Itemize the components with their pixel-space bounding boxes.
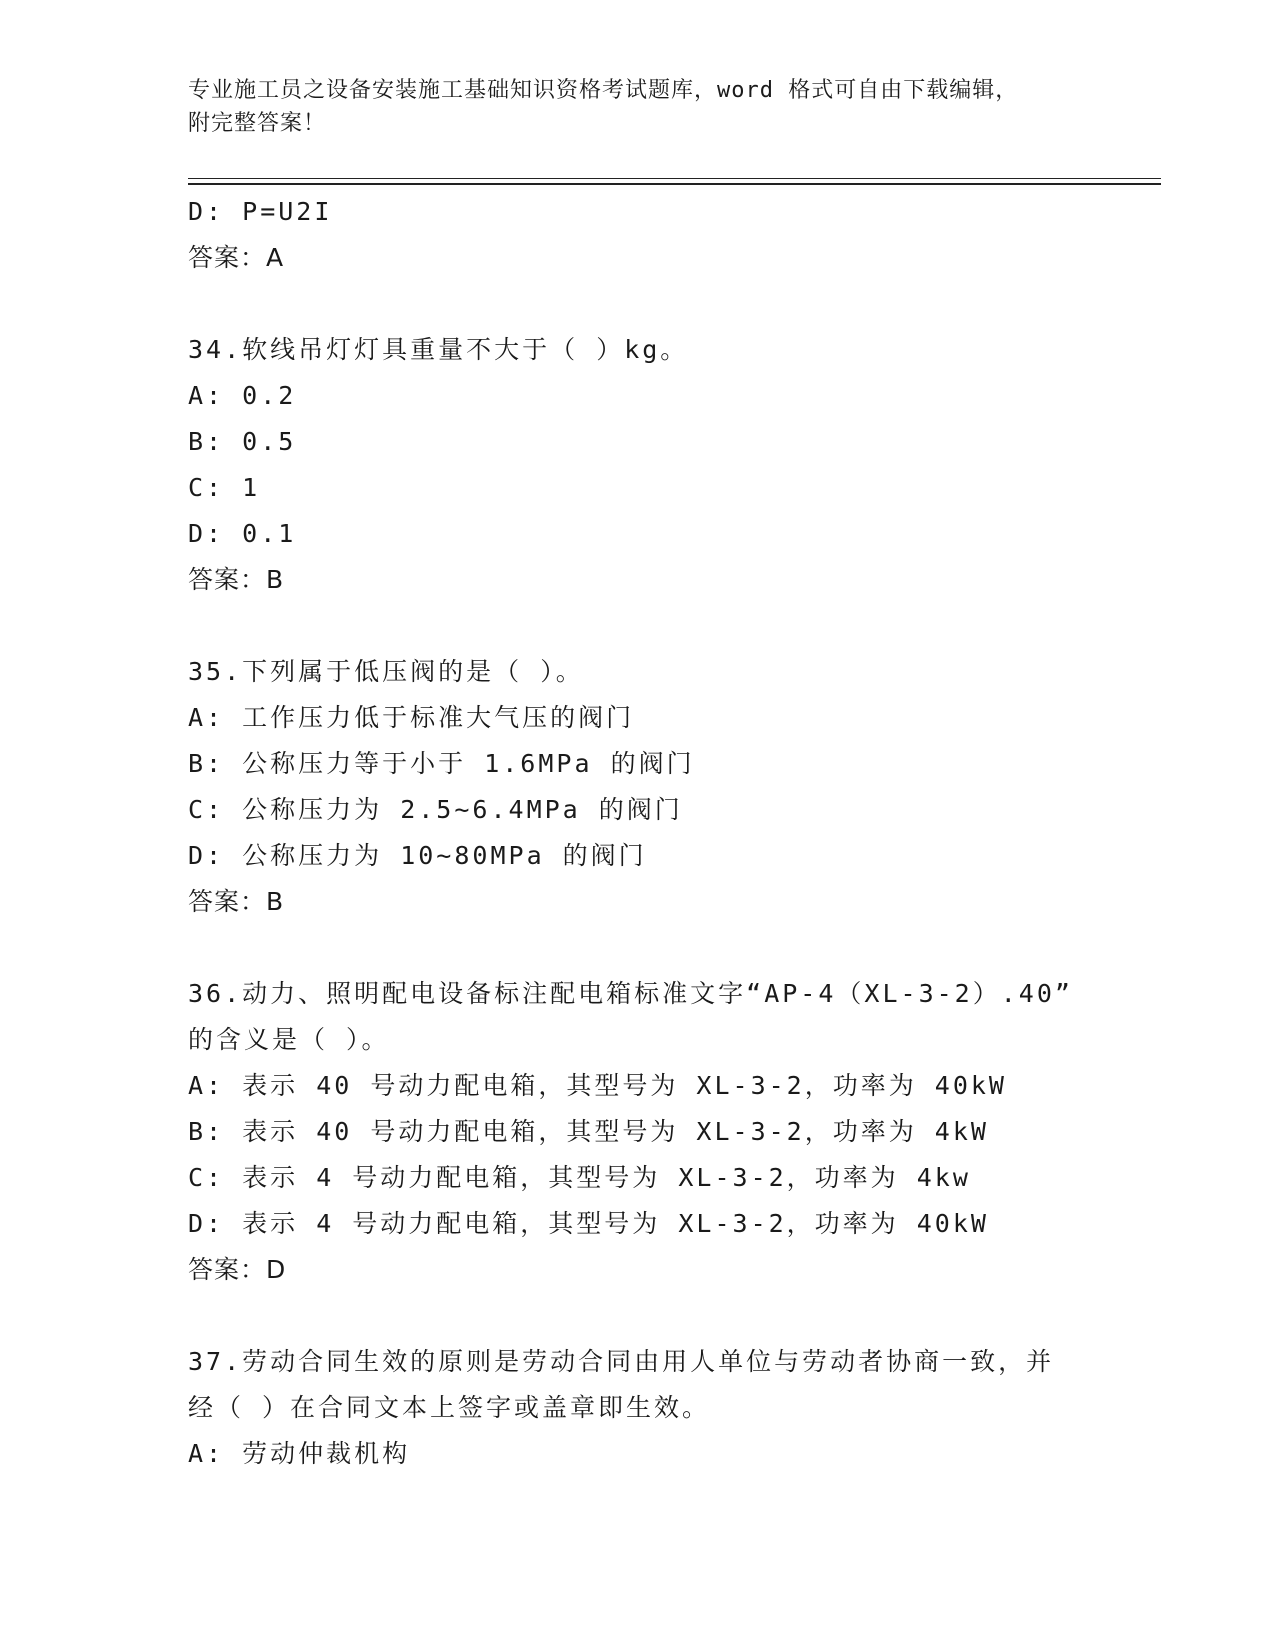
- option-b: B: 表示 40 号动力配电箱，其型号为 XL-3-2，功率为 4kW: [188, 1117, 989, 1146]
- option-c: C: 公称压力为 2.5~6.4MPa 的阀门: [188, 795, 683, 824]
- answer: 答案：B: [188, 565, 285, 594]
- question-stem-line-2: 的含义是（ ）。: [188, 1025, 390, 1054]
- answer: 答案：B: [188, 887, 285, 916]
- spacer: [188, 281, 1088, 327]
- spacer: [188, 925, 1088, 971]
- spacer: [188, 603, 1088, 649]
- question-35: [188, 649, 1088, 925]
- question-33-tail: [188, 189, 1088, 281]
- document-header: [188, 74, 1088, 140]
- option-c: C: 1: [188, 473, 261, 502]
- question-stem-line-1: 36.动力、照明配电设备标注配电箱标准文字“AP-4（XL-3-2）.40”: [188, 979, 1073, 1008]
- question-stem-line-1: 37.劳动合同生效的原则是劳动合同由用人单位与劳动者协商一致，并: [188, 1347, 1055, 1376]
- spacer: [188, 1293, 1088, 1339]
- option-b: B: 0.5: [188, 427, 297, 456]
- option-d: D: 表示 4 号动力配电箱，其型号为 XL-3-2，功率为 40kW: [188, 1209, 989, 1238]
- header-rule-thick: [188, 183, 1161, 185]
- option-d: D: 公称压力为 10~80MPa 的阀门: [188, 841, 647, 870]
- option-a: A: 劳动仲裁机构: [188, 1439, 411, 1468]
- option-a: A: 0.2: [188, 381, 297, 410]
- option-a: A: 表示 40 号动力配电箱，其型号为 XL-3-2，功率为 40kW: [188, 1071, 1007, 1100]
- answer: 答案：A: [188, 243, 285, 272]
- question-stem: 34.软线吊灯灯具重量不大于（ ）kg。: [188, 335, 689, 364]
- question-36: [188, 971, 1088, 1293]
- option-c: C: 表示 4 号动力配电箱，其型号为 XL-3-2，功率为 4kw: [188, 1163, 971, 1192]
- option-b: B: 公称压力等于小于 1.6MPa 的阀门: [188, 749, 695, 778]
- option-d: D: 0.1: [188, 519, 297, 548]
- question-37: [188, 1339, 1088, 1477]
- header-line-1: 专业施工员之设备安装施工基础知识资格考试题库，word 格式可自由下载编辑，: [188, 78, 1019, 103]
- header-line-2: 附完整答案！: [188, 111, 327, 136]
- question-34: [188, 327, 1088, 603]
- question-stem: 35.下列属于低压阀的是（ ）。: [188, 657, 584, 686]
- header-rule-thin: [188, 178, 1161, 179]
- option-a: A: 工作压力低于标准大气压的阀门: [188, 703, 635, 732]
- answer: 答案：D: [188, 1255, 287, 1284]
- question-stem-line-2: 经（ ）在合同文本上签字或盖章即生效。: [188, 1393, 711, 1422]
- option-d: D: P=U2I: [188, 197, 333, 226]
- question-list: [188, 189, 1088, 1477]
